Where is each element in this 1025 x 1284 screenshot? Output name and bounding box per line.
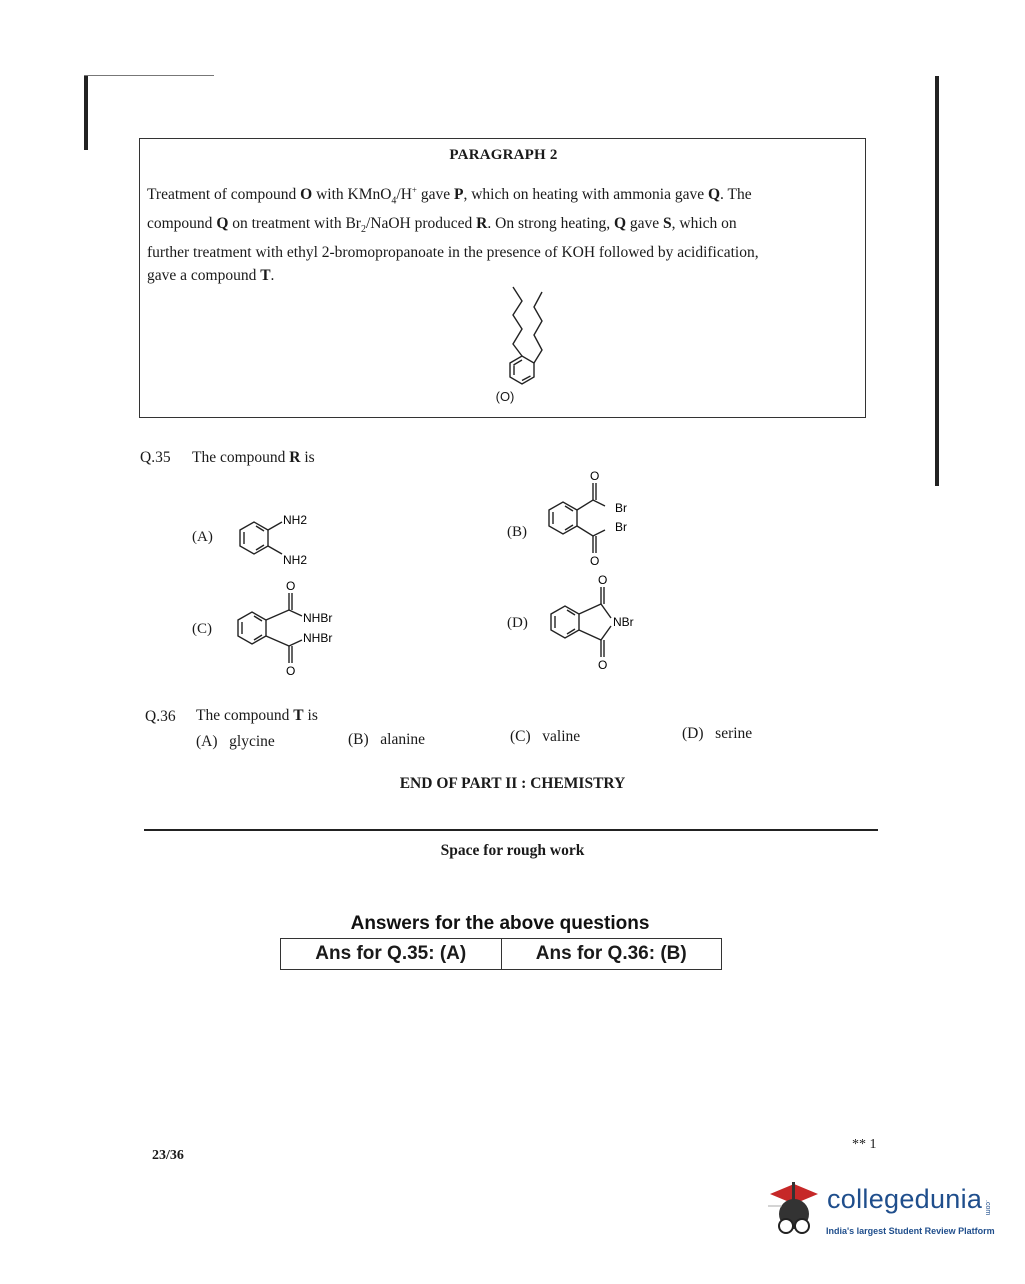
q36-option-b: (B) alanine <box>348 731 426 748</box>
scan-mark-top-left-horizontal <box>84 75 214 76</box>
collegedunia-tagline: India's largest Student Review Platform <box>826 1226 995 1236</box>
end-of-part-heading: END OF PART II : CHEMISTRY <box>399 775 626 792</box>
q35-option-b-structure <box>545 466 645 570</box>
q35-c-group-4: O <box>286 664 296 678</box>
page-stars-mark: ** 1 <box>852 1137 877 1152</box>
q35-option-b-label: (B) <box>507 524 527 540</box>
rough-work-heading: Space for rough work <box>440 842 585 859</box>
q35-c-group-3: NHBr <box>303 631 333 645</box>
answers-table <box>280 938 722 970</box>
paragraph-box <box>139 138 866 418</box>
paragraph-text <box>147 179 859 287</box>
q35-b-group-1: O <box>590 469 600 483</box>
paragraph-title: PARAGRAPH 2 <box>449 147 558 163</box>
q36-text: The compound T is <box>196 707 318 724</box>
q35-option-a-structure <box>232 512 322 570</box>
q35-c-group-2: NHBr <box>303 611 333 625</box>
compound-o-label: (O) <box>495 389 515 404</box>
compound-o-structure <box>480 281 570 387</box>
collegedunia-mascot-icon <box>762 1176 832 1246</box>
answers-title: Answers for the above questions <box>350 913 650 934</box>
q35-option-d-structure <box>547 570 647 674</box>
q35-option-c-label: (C) <box>192 621 212 637</box>
q35-b-group-3: Br <box>615 520 627 534</box>
q35-d-group-2: NBr <box>613 615 634 629</box>
q35-option-d-label: (D) <box>507 615 528 631</box>
q35-option-a-label: (A) <box>192 529 213 545</box>
q35-b-group-2: Br <box>615 501 627 515</box>
paragraph-line-4: gave a compound T. <box>147 267 275 285</box>
q35-number: Q.35 <box>140 449 171 466</box>
collegedunia-logo-suffix: .com <box>984 1200 991 1216</box>
q35-b-group-4: O <box>590 554 600 568</box>
q35-d-group-3: O <box>598 658 608 672</box>
divider-line <box>144 829 878 831</box>
q36-option-a: (A) glycine <box>196 733 275 750</box>
paragraph-line-1: Treatment of compound O with KMnO$_4$/H+ gave P, which on heating with ammonia gave Q. The <box>147 185 752 207</box>
q35-c-group-1: O <box>286 579 296 593</box>
q36-option-c: (C) valine <box>510 728 581 745</box>
answer-q35: Ans for Q.35: (A) <box>315 943 467 964</box>
scan-mark-top-left-vertical <box>84 76 88 150</box>
q36-option-d: (D) serine <box>682 725 753 742</box>
answer-q36: Ans for Q.36: (B) <box>501 939 722 969</box>
collegedunia-logo-text: collegedunia <box>827 1184 983 1214</box>
paragraph-line-2: compound Q on treatment with $Br_2$/NaOH produced R. On strong heating, Q gave S, which on <box>147 215 737 236</box>
scan-mark-right-vertical <box>935 76 939 486</box>
paragraph-line-3: further treatment with ethyl 2-bromopropanoate in the presence of KOH followed by acidification, <box>147 244 759 262</box>
q35-a-group-1: NH2 <box>283 513 308 527</box>
q35-d-group-1: O <box>598 573 608 587</box>
page-number: 23/36 <box>152 1148 184 1163</box>
q36-number: Q.36 <box>145 708 176 725</box>
q35-option-c-structure <box>232 576 352 680</box>
q35-text: The compound R is <box>192 449 315 466</box>
q35-a-group-2: NH2 <box>283 553 308 567</box>
